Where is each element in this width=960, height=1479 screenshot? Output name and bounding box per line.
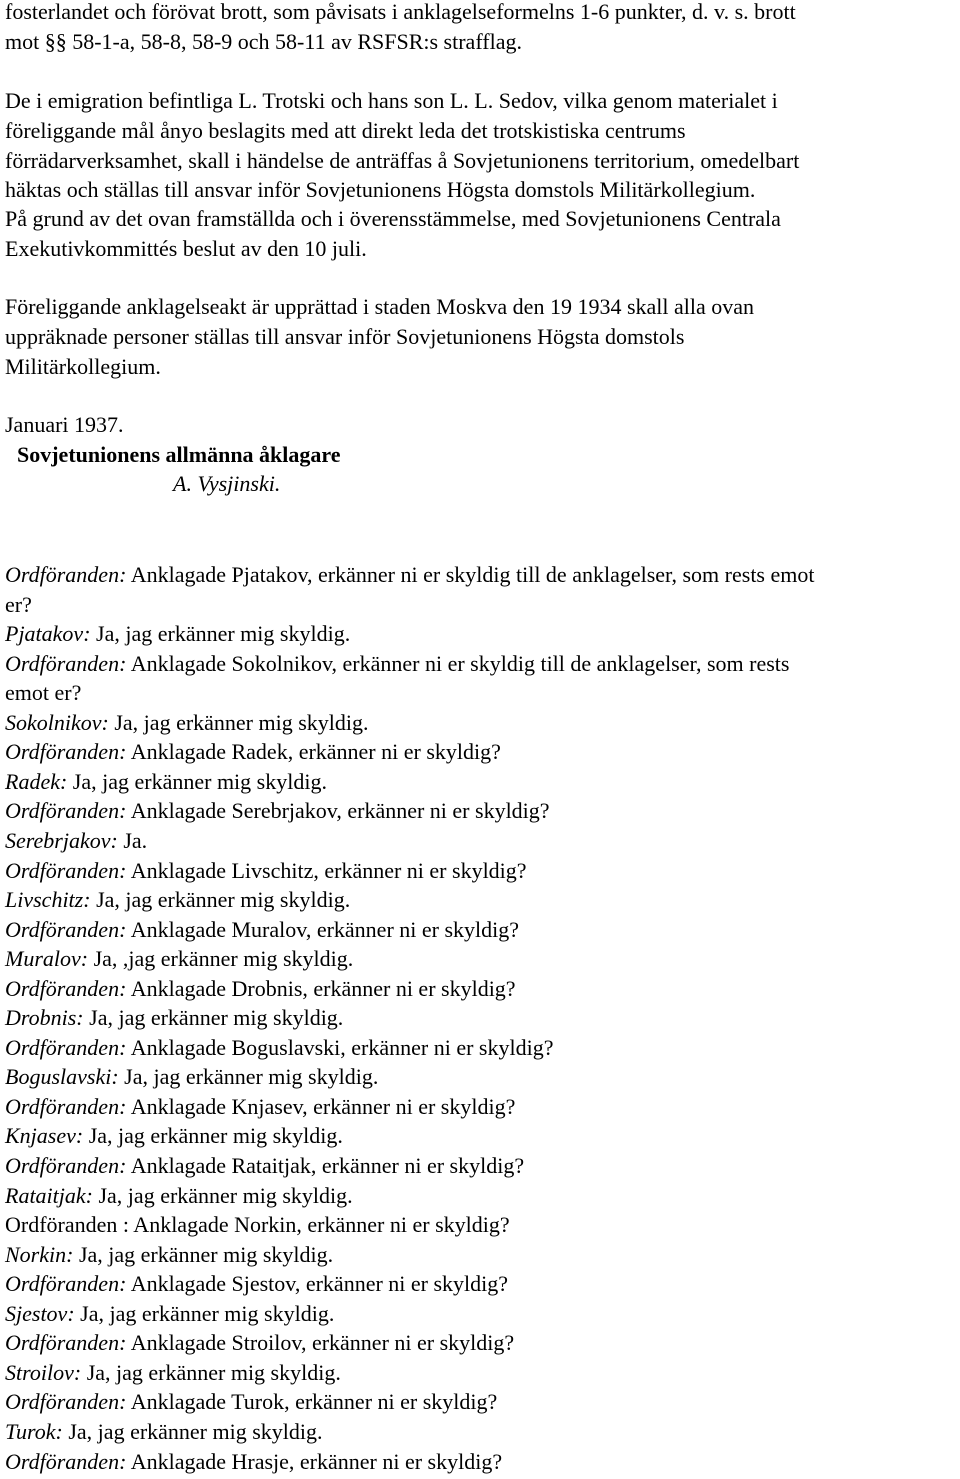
speaker-name: Serebrjakov: (5, 828, 118, 853)
indictment-line-3: Militärkollegium. (5, 354, 161, 379)
signature-name: A. Vysjinski. (173, 471, 281, 496)
speech-text: Anklagade Turok, erkänner ni er skyldig? (126, 1389, 498, 1414)
speaker-name: Radek: (5, 769, 68, 794)
speech-text: Ja, ,jag erkänner mig skyldig. (88, 946, 354, 971)
dialogue-line (5, 619, 350, 649)
speaker-name: Ordföranden: (5, 798, 127, 823)
speech-text: Ja, jag erkänner mig skyldig. (108, 710, 369, 735)
speech-text: Anklagade Pjatakov, erkänner ni er skyldig till de anklagelser, som rests emot (126, 562, 815, 587)
dialogue-line (5, 708, 369, 738)
speech-text: Anklagade Livschitz, erkänner ni er skyldig? (126, 858, 527, 883)
speaker-name: Ordföranden: (5, 562, 127, 587)
dialogue-line (5, 1033, 553, 1063)
speech-text: Anklagade Hrasje, erkänner ni er skyldig? (126, 1449, 503, 1474)
speech-text: Anklagade Stroilov, erkänner ni er skyldig? (126, 1330, 515, 1355)
speech-text: Anklagade Muralov, erkänner ni er skyldig? (126, 917, 520, 942)
dialogue-line (5, 796, 550, 826)
speaker-name: Stroilov: (5, 1360, 82, 1385)
speaker-name: Ordföranden: (5, 1389, 127, 1414)
dialogue-line (5, 767, 327, 797)
speech-text: Ja, jag erkänner mig skyldig. (73, 1242, 334, 1267)
dialogue-line (5, 560, 814, 590)
speech-text: Ja, jag erkänner mig skyldig. (90, 887, 351, 912)
dialogue-line (5, 915, 519, 945)
speech-text: Ja, jag erkänner mig skyldig. (92, 1183, 353, 1208)
speaker-name: Ordföranden: (5, 651, 127, 676)
speech-text: Anklagade Radek, erkänner ni er skyldig? (126, 739, 501, 764)
emigration-line-3: förrädarverksamhet, skall i händelse de anträffas å Sovjetunionens territorium, omedelbart (5, 148, 800, 173)
speaker-name: Ordföranden: (5, 1271, 127, 1296)
dialogue-line (5, 1062, 378, 1092)
speaker-name: Ordföranden: (5, 739, 127, 764)
speaker-name: Sokolnikov: (5, 710, 109, 735)
dialogue-line (5, 1092, 515, 1122)
speaker-name: Ordföranden: (5, 1094, 127, 1119)
dialogue-line (5, 737, 501, 767)
speaker-name: Ordföranden : (5, 1212, 130, 1237)
speaker-name: Ordföranden: (5, 1330, 127, 1355)
indictment-line-2: uppräknade personer ställas till ansvar inför Sovjetunionens Högsta domstols (5, 324, 685, 349)
speaker-name: Rataitjak: (5, 1183, 93, 1208)
emigration-line-5: På grund av det ovan framställda och i överensstämmelse, med Sovjetunionens Centrala (5, 206, 781, 231)
speaker-name: Ordföranden: (5, 917, 127, 942)
speaker-name: Livschitz: (5, 887, 91, 912)
dialogue-line (5, 1181, 353, 1211)
dialogue-line (5, 944, 353, 974)
dialogue-line (5, 1210, 510, 1240)
speech-text: Ja, jag erkänner mig skyldig. (67, 769, 327, 794)
speech-text: Ja, jag erkänner mig skyldig. (83, 1123, 343, 1148)
speaker-name: Ordföranden: (5, 1449, 127, 1474)
speech-text: emot er? (5, 680, 82, 705)
speech-text: Ja, jag erkänner mig skyldig. (118, 1064, 379, 1089)
dialogue-line (5, 1387, 497, 1417)
signature-date: Januari 1937. (5, 412, 124, 437)
emigration-line-4: häktas och ställas till ansvar inför Sovjetunionens Högsta domstols Militärkollegium. (5, 177, 756, 202)
intro-line-1: fosterlandet och förövat brott, som påvisats i anklagelseformelns 1-6 punkter, d. v. s. brott (5, 0, 796, 24)
speech-text: Anklagade Sjestov, erkänner ni er skyldig? (126, 1271, 509, 1296)
speech-text: Anklagade Knjasev, erkänner ni er skyldig? (126, 1094, 516, 1119)
speaker-name: Knjasev: (5, 1123, 84, 1148)
signature-office: Sovjetunionens allmänna åklagare (17, 442, 341, 467)
speech-text: Anklagade Rataitjak, erkänner ni er skyldig? (126, 1153, 525, 1178)
dialogue-line (5, 885, 350, 915)
speaker-name: Ordföranden: (5, 1153, 127, 1178)
speaker-name: Ordföranden: (5, 1035, 127, 1060)
emigration-line-6: Exekutivkommittés beslut av den 10 juli. (5, 236, 367, 261)
speech-text: Anklagade Drobnis, erkänner ni er skyldig? (126, 976, 516, 1001)
dialogue-line (5, 826, 147, 856)
dialogue-line (5, 1358, 341, 1388)
dialogue-line (5, 1269, 508, 1299)
speech-text: Ja, jag erkänner mig skyldig. (81, 1360, 341, 1385)
speaker-name: Turok: (5, 1419, 63, 1444)
speech-text: Anklagade Boguslavski, erkänner ni er skyldig? (126, 1035, 554, 1060)
speaker-name: Pjatakov: (5, 621, 91, 646)
intro-line-2: mot §§ 58-1-a, 58-8, 58-9 och 58-11 av RSFSR:s strafflag. (5, 29, 522, 54)
speech-text: Anklagade Sokolnikov, erkänner ni er skyldig till de anklagelser, som rests (126, 651, 790, 676)
dialogue-line (5, 1447, 502, 1477)
speech-text: er? (5, 592, 32, 617)
dialogue-line (5, 1328, 514, 1358)
speech-text: Ja. (117, 828, 148, 853)
speaker-name: Muralov: (5, 946, 89, 971)
speaker-name: Ordföranden: (5, 976, 127, 1001)
speech-text: Anklagade Norkin, erkänner ni er skyldig? (129, 1212, 510, 1237)
dialogue-line (5, 590, 32, 620)
speaker-name: Ordföranden: (5, 858, 127, 883)
dialogue-line (5, 1240, 333, 1270)
dialogue-line (5, 974, 516, 1004)
dialogue-line (5, 1003, 343, 1033)
indictment-line-1: Föreliggande anklagelseakt är upprättad i staden Moskva den 19 1934 skall alla ovan (5, 294, 755, 319)
speaker-name: Norkin: (5, 1242, 74, 1267)
dialogue-line (5, 1151, 524, 1181)
speaker-name: Sjestov: (5, 1301, 75, 1326)
dialogue-line (5, 1299, 334, 1329)
speaker-name: Drobnis: (5, 1005, 84, 1030)
dialogue-line (5, 1121, 343, 1151)
emigration-line-2: föreliggande mål ånyo beslagits med att direkt leda det trotskistiska centrums (5, 118, 686, 143)
dialogue-line (5, 1417, 323, 1447)
dialogue-line (5, 678, 81, 708)
speech-text: Anklagade Serebrjakov, erkänner ni er skyldig? (126, 798, 550, 823)
speech-text: Ja, jag erkänner mig skyldig. (90, 621, 351, 646)
speech-text: Ja, jag erkänner mig skyldig. (74, 1301, 335, 1326)
dialogue-line (5, 649, 789, 679)
dialogue-line (5, 856, 527, 886)
emigration-line-1: De i emigration befintliga L. Trotski och hans son L. L. Sedov, vilka genom materialet i (5, 88, 778, 113)
speech-text: Ja, jag erkänner mig skyldig. (83, 1005, 344, 1030)
speech-text: Ja, jag erkänner mig skyldig. (62, 1419, 323, 1444)
speaker-name: Boguslavski: (5, 1064, 119, 1089)
